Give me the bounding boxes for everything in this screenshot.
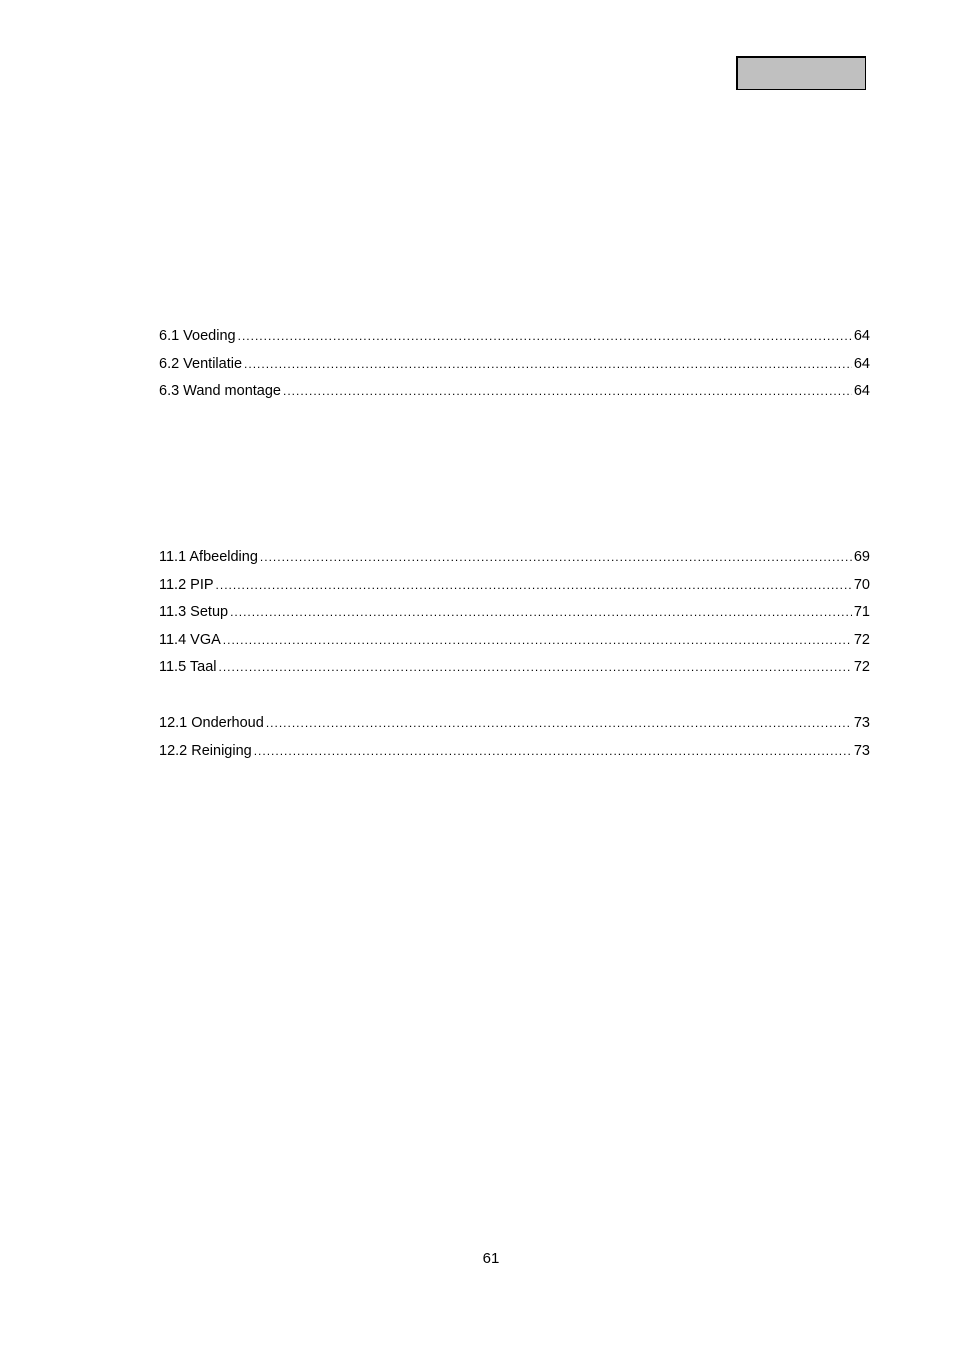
toc-entry-page: 72 — [853, 631, 870, 648]
toc-entry-label: 6.2 Ventilatie — [159, 355, 243, 372]
toc-entry-page: 69 — [853, 549, 870, 565]
toc-entry-page: 71 — [853, 604, 870, 621]
toc-entry-label: 12.1 Onderhoud — [159, 715, 264, 731]
toc-entry-page: 70 — [853, 576, 870, 593]
toc-dot-leader — [244, 351, 852, 379]
toc-dot-leader — [216, 572, 852, 600]
toc-dot-leader — [238, 323, 852, 351]
toc-group-maintenance — [159, 710, 870, 765]
toc-entry-voeding[interactable] — [159, 323, 870, 351]
toc-dot-leader — [230, 599, 852, 627]
toc-entry-wand-montage[interactable] — [159, 378, 870, 406]
toc-entry-label: 11.2 PIP — [159, 576, 214, 593]
toc-entry-label: 11.1 Afbeelding — [159, 549, 258, 565]
toc-dot-leader — [219, 654, 852, 682]
toc-entry-ventilatie[interactable] — [159, 351, 870, 379]
toc-entry-label: 11.4 VGA — [159, 631, 221, 648]
toc-entry-label: 11.3 Setup — [159, 604, 229, 621]
toc-entry-setup[interactable] — [159, 599, 870, 627]
toc-entry-page: 73 — [853, 742, 870, 759]
toc-dot-leader — [283, 378, 852, 406]
toc-entry-label: 6.1 Voeding — [159, 328, 236, 344]
toc-entry-page: 64 — [853, 383, 870, 400]
toc-entry-onderhoud[interactable] — [159, 710, 870, 738]
toc-entry-pip[interactable] — [159, 572, 870, 600]
toc-entry-page: 64 — [853, 355, 870, 372]
toc-dot-leader — [266, 710, 852, 738]
page-number: 61 — [482, 1250, 500, 1267]
toc-entry-reiniging[interactable] — [159, 738, 870, 766]
toc-dot-leader — [260, 544, 852, 572]
toc-entry-label: 6.3 Wand montage — [159, 383, 281, 400]
toc-dot-leader — [254, 738, 852, 766]
toc-entry-page: 64 — [853, 328, 870, 344]
toc-entry-page: 72 — [853, 659, 870, 676]
toc-entry-label: 11.5 Taal — [159, 659, 217, 676]
toc-group-menu — [159, 544, 870, 682]
toc-entry-label: 12.2 Reiniging — [159, 742, 252, 759]
toc-entry-page: 73 — [853, 715, 870, 731]
toc-dot-leader — [223, 627, 852, 655]
header-label-box — [736, 56, 866, 90]
toc-entry-taal[interactable] — [159, 654, 870, 682]
toc-entry-afbeelding[interactable] — [159, 544, 870, 572]
toc-entry-vga[interactable] — [159, 627, 870, 655]
toc-group-installation — [159, 323, 870, 406]
